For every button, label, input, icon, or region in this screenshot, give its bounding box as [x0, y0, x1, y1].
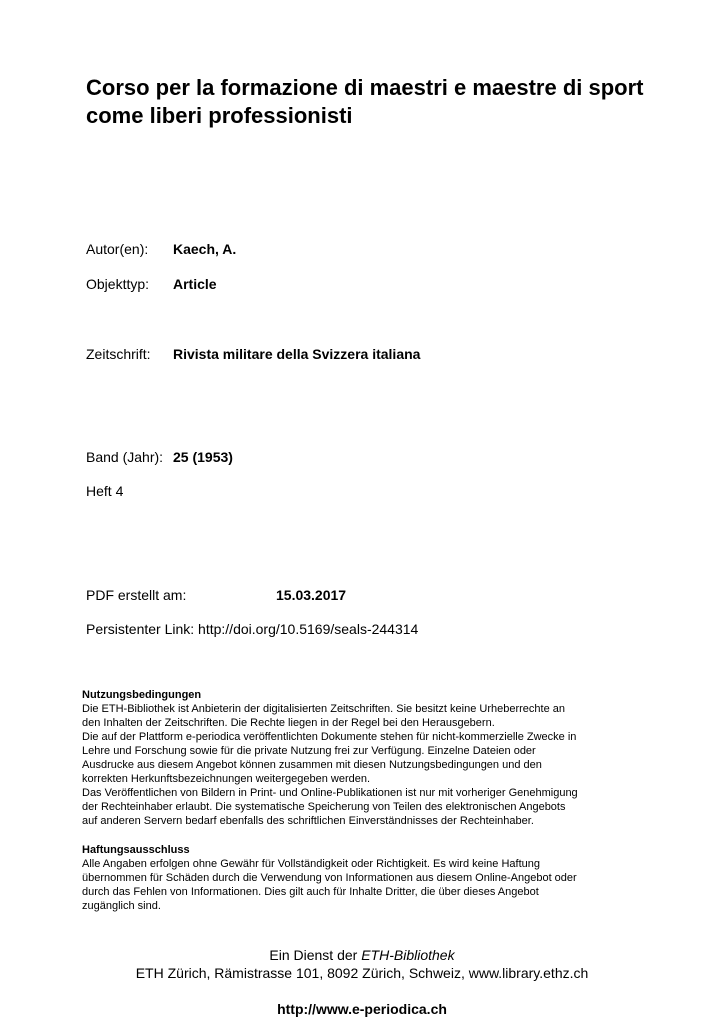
terms-line: Die ETH-Bibliothek ist Anbieterin der digitalisierten Zeitschriften. Sie besitzt keine Urheberrechte an: [82, 703, 566, 715]
footer-service-name: ETH-Bibliothek: [361, 947, 455, 963]
volume-label: Band (Jahr):: [86, 449, 164, 465]
footer-service: [0, 946, 724, 964]
terms-line: auf anderen Servern bedarf ebenfalls des schriftlichen Einverständnisses der Rechteinhaber.: [82, 815, 534, 827]
volume-value: 25 (1953): [173, 449, 233, 465]
liability-disclaimer: [82, 843, 662, 913]
terms-line: Ausdrucke aus diesem Angebot können zusammen mit diesen Nutzungsbedingungen und den: [82, 759, 542, 771]
footer-service-prefix: Ein Dienst der: [269, 947, 362, 963]
document-title: Corso per la formazione di maestri e maestre di sport come liberi professionisti: [86, 75, 644, 128]
terms-line: Lehre und Forschung sowie für die private Nutzung frei zur Verfügung. Einzelne Dateien oder: [82, 745, 536, 757]
type-value: Article: [173, 276, 217, 292]
liability-line: Alle Angaben erfolgen ohne Gewähr für Vollständigkeit oder Richtigkeit. Es wird keine Haftung: [82, 858, 540, 870]
terms-line: korrekten Herkunftsbezeichnungen weitergegeben werden.: [82, 773, 371, 785]
journal-value: Rivista militare della Svizzera italiana: [173, 346, 421, 362]
liability-line: zugänglich sind.: [82, 900, 161, 912]
terms-heading: Nutzungsbedingungen: [82, 689, 202, 701]
terms-line: der Rechteinhaber erlaubt. Die systematische Speicherung von Teilen des elektronischen Angebots: [82, 801, 566, 813]
footer-address: ETH Zürich, Rämistrasse 101, 8092 Zürich, Schweiz, www.library.ethz.ch: [135, 965, 589, 981]
terms-of-use: [82, 688, 662, 828]
terms-line: Das Veröffentlichen von Bildern in Print- und Online-Publikationen ist nur mit vorheriger Genehmigung: [82, 787, 578, 799]
author-value: Kaech, A.: [173, 241, 237, 257]
persistent-link[interactable]: Persistenter Link: http://doi.org/10.5169/seals-244314: [86, 621, 419, 637]
liability-line: übernommen für Schäden durch die Verwendung von Informationen aus diesem Online-Angebot oder: [82, 872, 577, 884]
footer-site-link[interactable]: http://www.e-periodica.ch: [277, 1001, 447, 1017]
journal-label: Zeitschrift:: [86, 346, 151, 362]
terms-line: den Inhalten der Zeitschriften. Die Rechte liegen in der Regel bei den Herausgebern.: [82, 717, 495, 729]
author-label: Autor(en):: [86, 241, 149, 257]
liability-heading: Haftungsausschluss: [82, 844, 190, 856]
liability-line: durch das Fehlen von Informationen. Dies gilt auch für Inhalte Dritter, die über dieses Angebot: [82, 886, 539, 898]
pdf-created-date: 15.03.2017: [276, 587, 347, 603]
type-label: Objekttyp:: [86, 276, 150, 292]
pdf-created-label: PDF erstellt am:: [86, 587, 187, 603]
terms-line: Die auf der Plattform e-periodica veröffentlichten Dokumente stehen für nicht-kommerzielle Zwecke in: [82, 731, 577, 743]
issue-label: Heft 4: [86, 483, 124, 499]
